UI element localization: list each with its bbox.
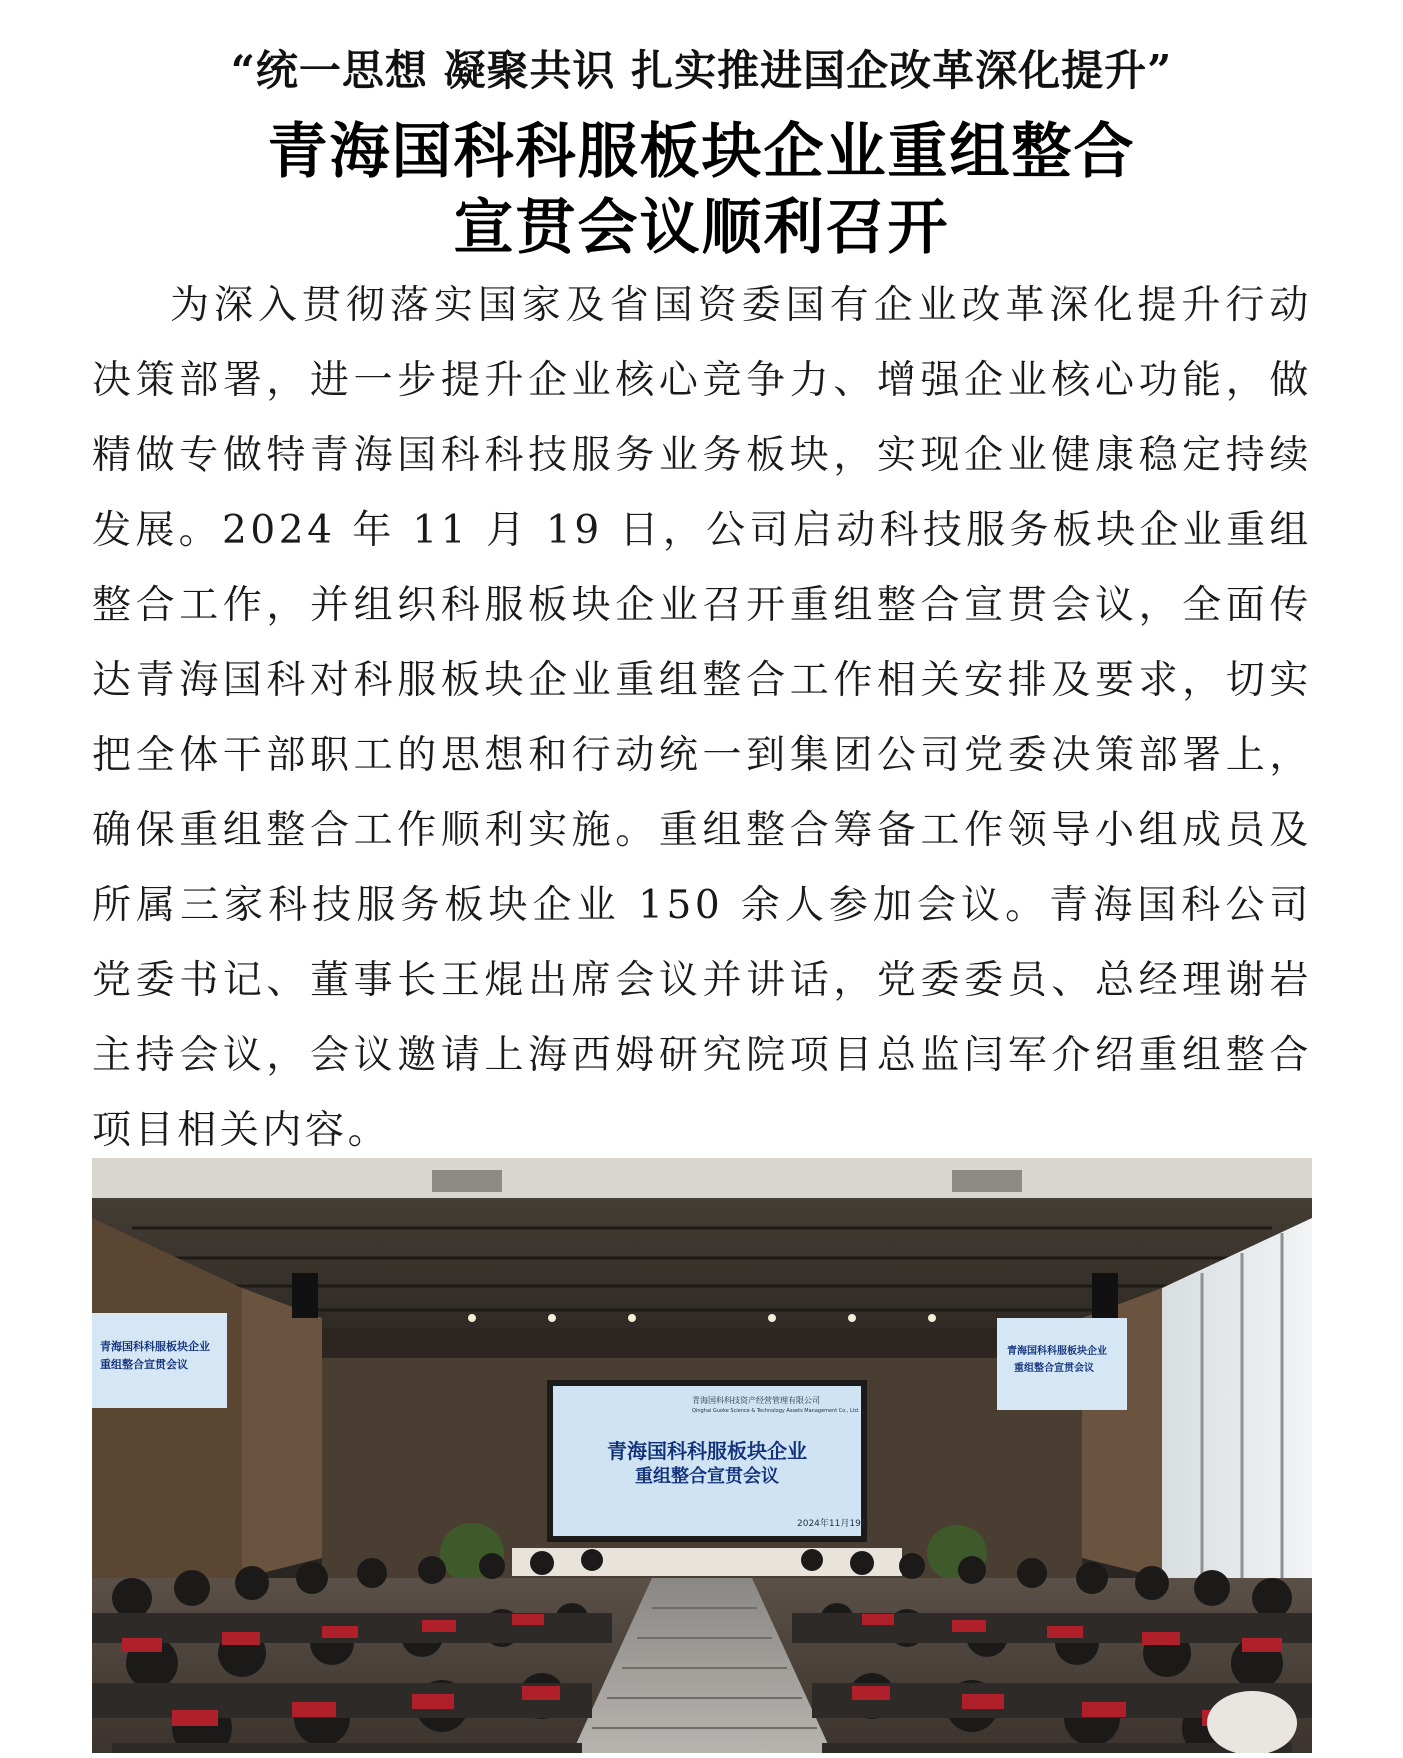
main-screen-org-name-en: Qinghai Guoke Science & Technology Assets Management Co., Ltd. xyxy=(692,1408,860,1414)
right-screen-line1: 青海国科科服板块企业 xyxy=(1007,1346,1107,1357)
main-screen-line2: 重组整合宣贯会议 xyxy=(635,1466,779,1487)
main-screen-date: 2024年11月19日 xyxy=(797,1519,870,1529)
main-screen-org-name: 青海国科科技资产经营管理有限公司 xyxy=(692,1396,820,1405)
meeting-photo-illustration xyxy=(92,1158,1312,1753)
meeting-photo xyxy=(92,1158,1312,1753)
article-body: 为深入贯彻落实国家及省国资委国有企业改革深化提升行动决策部署，进一步提升企业核心竞争力、增强企业核心功能，做精做专做特青海国科科技服务业务板块，实现企业健康稳定持续发展。2024 年 11 月 19 日，公司启动科技服务板块企业重组整合工作，并组织科服板块企业召开重组整合宣贯会议，全面传达青海国科对科服板块企业重组整合工作相关安排及要求，切实把全体干部职工的思想和行动统一到集团公司党委决策部署上，确保重组整合工作顺利实施。重组整合筹备工作领导小组成员及所属三家科技服务板块企业 150 余人参加会议。青海国科公司党委书记、董事长王焜出席会议并讲话，党委委员、总经理谢岩主持会议，会议邀请上海西姆研究院项目总监闫军介绍重组整合项目相关内容。 xyxy=(92,283,1312,1153)
article-subtitle: “统一思想 凝聚共识 扎实推进国企改革深化提升” xyxy=(230,46,1173,95)
article-title-line2: 宣贯会议顺利召开 xyxy=(453,193,950,263)
right-screen-line2: 重组整合宣贯会议 xyxy=(1014,1363,1094,1374)
article-title-line1: 青海国科科服板块企业重组整合 xyxy=(267,117,1136,187)
left-screen-line1: 青海国科科服板块企业 xyxy=(100,1340,210,1353)
main-screen-line1: 青海国科科服板块企业 xyxy=(607,1439,807,1463)
left-screen-line2: 重组整合宣贯会议 xyxy=(100,1358,188,1371)
